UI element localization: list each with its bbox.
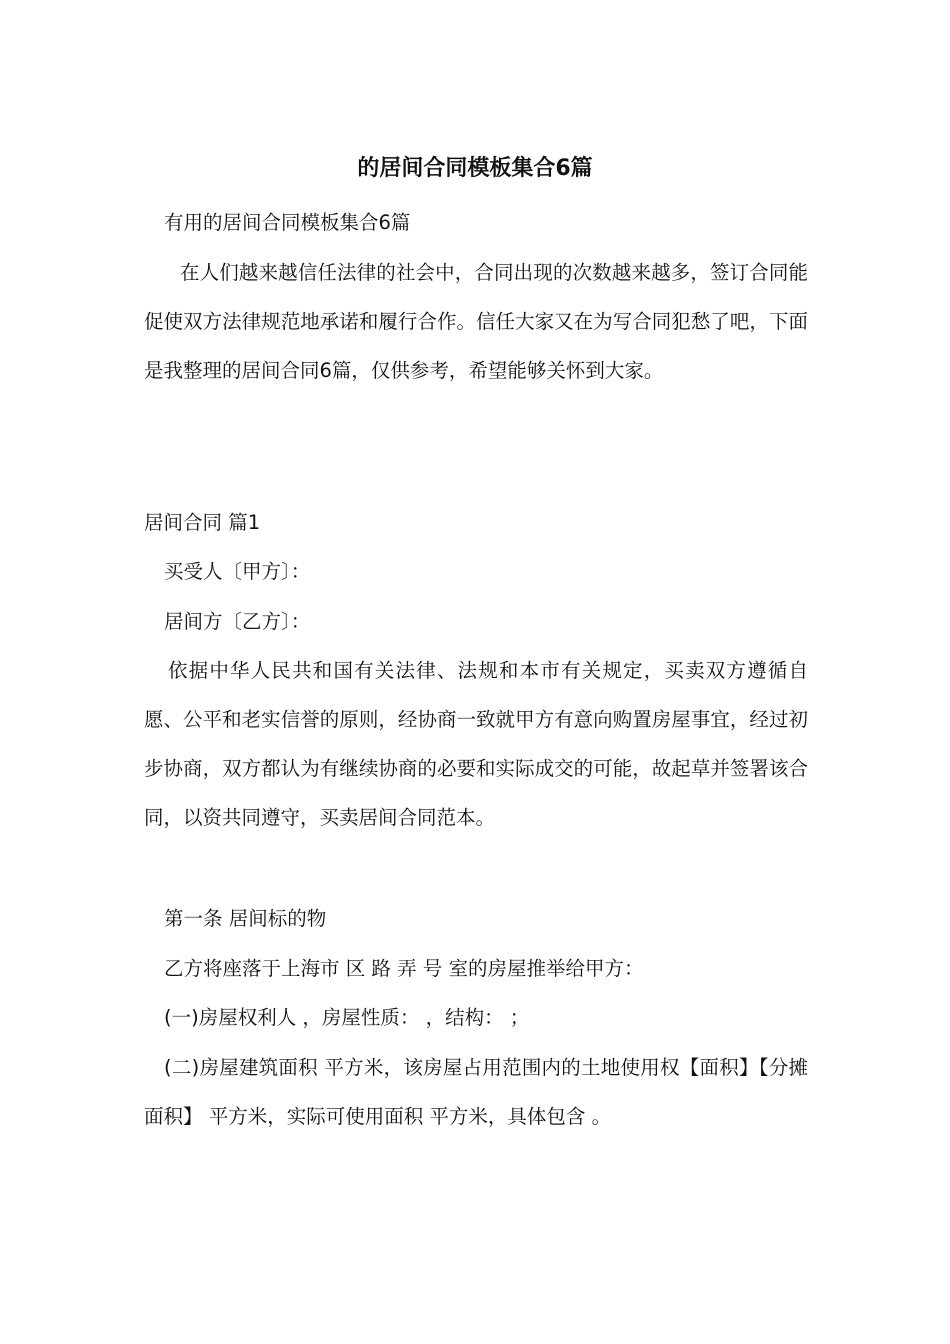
- article-1-text: 乙方将座落于上海市 区 路 弄 号 室的房屋推举给甲方：: [164, 957, 644, 980]
- intro-paragraph: 在人们越来越信任法律的社会中，合同出现的次数越来越多，签订合同能促使双方法律规范地承诺和履行合作。信任大家又在为写合同犯愁了吧，下面是我整理的居间合同6篇，仅供参考，希望能够关怀到大家。: [144, 261, 808, 382]
- broker-line: 居间方〔乙方〕：: [164, 610, 311, 633]
- article-1-title: 第一条 居间标的物: [164, 907, 327, 930]
- article-1-item-1: (一)房屋权利人 ，房屋性质： ，结构： ；: [164, 1006, 530, 1029]
- section-heading-1: 居间合同 篇1: [144, 511, 261, 534]
- document-subtitle: 有用的居间合同模板集合6篇: [164, 211, 411, 234]
- article-1-item-2: (二)房屋建筑面积 平方米，该房屋占用范围内的土地使用权【面积】【分摊面积】 平方米，实际可使用面积 平方米，具体包含 。: [144, 1056, 808, 1128]
- buyer-line: 买受人〔甲方〕：: [164, 560, 311, 583]
- document-title: 的居间合同模板集合6篇: [357, 156, 593, 181]
- basis-paragraph: 依据中华人民共和国有关法律、法规和本市有关规定，买卖双方遵循自愿、公平和老实信誉的原则，经协商一致就甲方有意向购置房屋事宜，经过初步协商，双方都认为有继续协商的必要和实际成交的可能，故起草并签署该合同，以资共同遵守，买卖居间合同范本。: [144, 659, 808, 829]
